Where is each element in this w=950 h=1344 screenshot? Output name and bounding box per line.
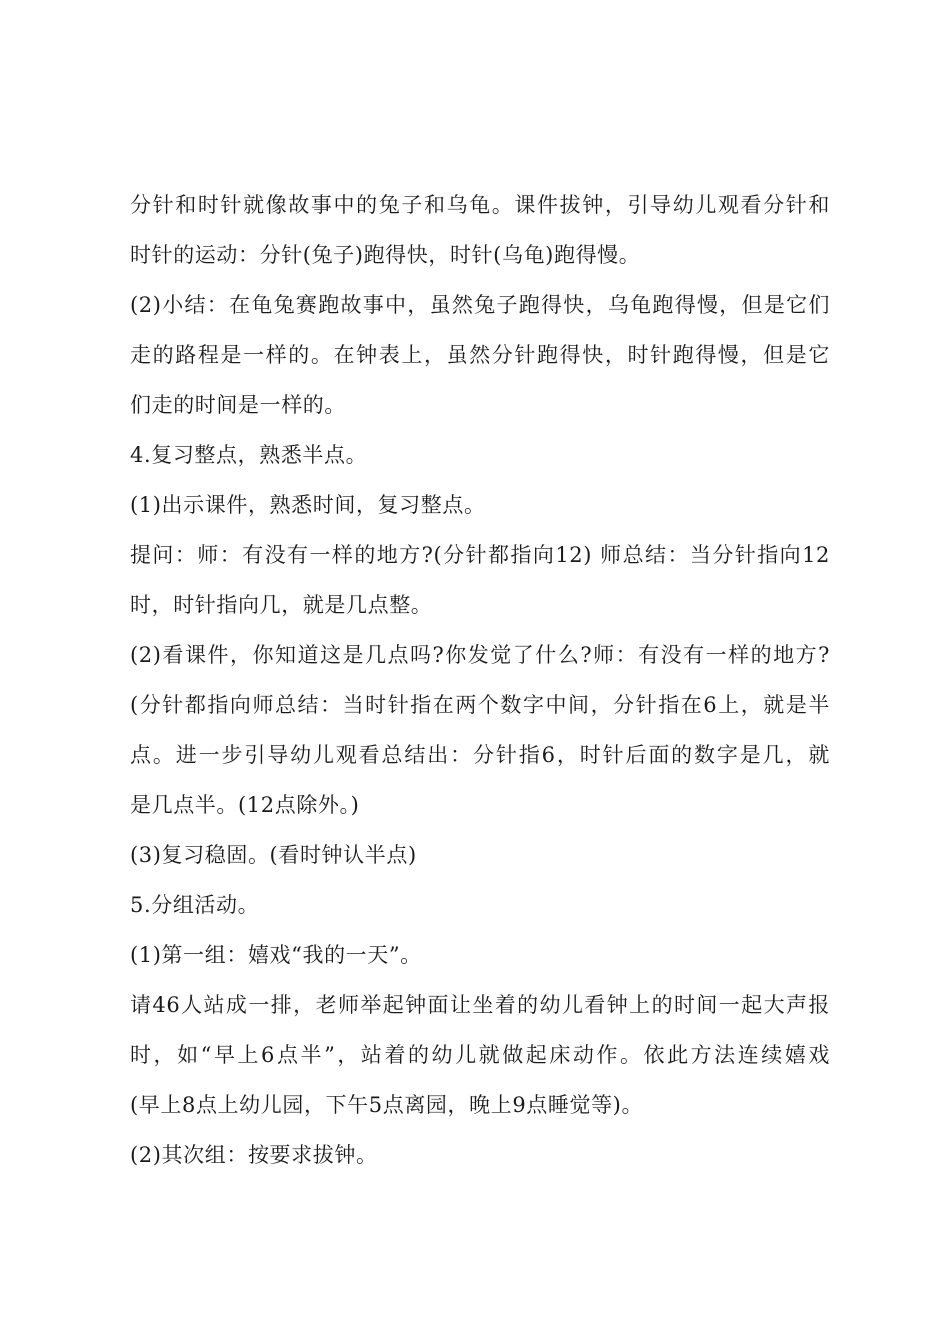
text-line: 是几点半。(12点除外。) — [130, 793, 360, 817]
text-line: 分针和时针就像故事中的兔子和乌龟。课件拔钟，引导幼儿观看分针和 — [130, 193, 830, 217]
text-line: (2)看课件，你知道这是几点吗?你发觉了什么?师：有没有一样的地方? — [130, 643, 830, 667]
section-heading: 5.分组活动。 — [130, 893, 260, 917]
text-line: (1)第一组：嬉戏“我的一天”。 — [130, 943, 422, 967]
text-line: 们走的时间是一样的。 — [130, 393, 346, 417]
text-line: 时，时针指向几，就是几点整。 — [130, 593, 433, 617]
text-line: (分针都指向师总结：当时针指在两个数字中间，分针指在6上，就是半 — [130, 693, 830, 717]
text-line: 时针的运动：分针(兔子)跑得快，时针(乌龟)跑得慢。 — [130, 243, 641, 267]
text-line: 提问：师：有没有一样的地方?(分针都指向12) 师总结：当分针指向12 — [130, 543, 830, 567]
text-line: (1)出示课件，熟悉时间，复习整点。 — [130, 493, 486, 517]
text-line: (早上8点上幼儿园，下午5点离园，晚上9点睡觉等)。 — [130, 1093, 644, 1117]
text-line: (3)复习稳固。(看时钟认半点) — [130, 843, 417, 867]
section-heading: 4.复习整点，熟悉半点。 — [130, 443, 368, 467]
text-line: 走的路程是一样的。在钟表上，虽然分针跑得快，时针跑得慢，但是它 — [130, 343, 830, 367]
text-line: (2)其次组：按要求拔钟。 — [130, 1143, 378, 1167]
text-line: 点。进一步引导幼儿观看总结出：分针指6，时针后面的数字是几，就 — [130, 743, 830, 767]
text-line: (2)小结：在龟兔赛跑故事中，虽然兔子跑得快，乌龟跑得慢，但是它们 — [130, 293, 830, 317]
text-line: 请46人站成一排，老师举起钟面让坐着的幼儿看钟上的时间一起大声报 — [130, 993, 830, 1017]
text-line: 时，如“早上6点半”，站着的幼儿就做起床动作。依此方法连续嬉戏 — [130, 1043, 830, 1067]
